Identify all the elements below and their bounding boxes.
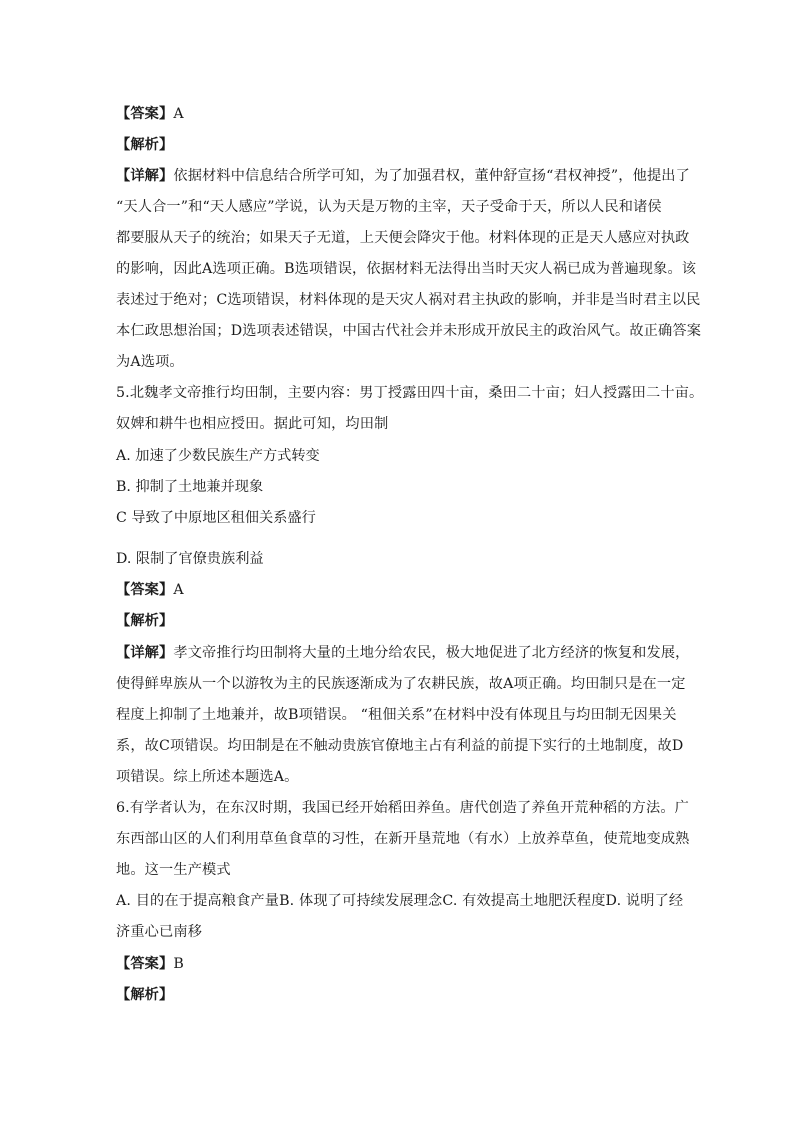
q5-detail-line-4: 项错误。综上所述本题选A。 [116,769,299,785]
q4-detail-line-2: 都要服从天子的统治；如果天子无道，上天便会降灾于他。材料体现的正是天人感应对执政 [116,230,690,246]
q5-analysis-tag: 【解析】 [116,613,174,629]
q4-answer-tag: 【答案】 [116,106,174,122]
q6-analysis-line [116,985,173,1005]
q5-option-c: C 导致了中原地区租佃关系盛行 [116,510,316,526]
q5-stem-line-1: 奴婢和耕牛也相应授田。据此可知，均田制 [116,416,389,432]
q6-stem-line-1: 东西部山区的人们利用草鱼食草的习性，在新开垦荒地（有水）上放养草鱼，使荒地变成熟 [116,831,690,847]
q4-detail-text-0: 依据材料中信息结合所学可知，为了加强君权，董仲舒宣扬“君权神授”，他提出了 [173,168,690,184]
q6-stem-line-2: 地。这一生产模式 [116,862,231,878]
q5-analysis-line [116,611,173,631]
q5-detail-line-3: 系，故C项错误。均田制是在不触动贵族官僚地主占有利益的前提下实行的土地制度，故D [116,738,684,754]
q4-detail-line-1: “天人合一”和“天人感应”学说，认为天是万物的主宰，天子受命于天，所以人民和诸侯 [116,199,662,215]
q6-analysis-tag: 【解析】 [116,987,174,1003]
q5-answer-line [116,580,184,600]
q4-detail-tag: 【详解】 [116,168,174,184]
q5-detail-tag: 【详解】 [116,645,174,661]
q4-detail-line-3: 的影响，因此A选项正确。B选项错误，依据材料无法得出当时天灾人祸已成为普遍现象。该 [116,261,697,277]
q6-options-line-1: 济重心已南移 [116,924,203,940]
q6-answer-line [116,954,184,974]
q5-detail-line-2: 程度上抑制了土地兼并，故B项错误。 “租佃关系”在材料中没有体现且与均田制无因果关 [116,707,677,723]
q5-option-b: B. 抑制了土地兼并现象 [116,479,264,495]
q6-answer-value: B [173,956,184,972]
q5-detail-text-0: 孝文帝推行均田制将大量的土地分给农民，极大地促进了北方经济的恢复和发展， [173,645,690,661]
q5-answer-value: A [173,582,184,598]
q4-detail-line-6: 为A选项。 [116,354,184,370]
q4-analysis-tag: 【解析】 [116,137,174,153]
q4-analysis-line [116,135,173,155]
q5-detail-line-1: 使得鲜卑族从一个以游牧为主的民族逐渐成为了农耕民族，故A项正确。均田制只是在一定 [116,676,686,692]
q6-stem-line-0: 6.有学者认为，在东汉时期，我国已经开始稻田养鱼。唐代创造了养鱼开荒种稻的方法。广 [116,800,690,816]
q4-answer-line [116,104,184,124]
q4-detail-line-4: 表述过于绝对；C选项错误，材料体现的是天灾人祸对君主执政的影响，并非是当时君主以民 [116,292,701,308]
q4-detail-line-5: 本仁政思想治国；D选项表述错误，中国古代社会并未形成开放民主的政治风气。故正确答案 [116,323,702,339]
q5-answer-tag: 【答案】 [116,582,174,598]
q4-detail-line-0 [116,166,690,186]
q6-options-line-0: A. 目的在于提高粮食产量B. 体现了可持续发展理念C. 有效提高土地肥沃程度D. 说明了经 [116,893,684,909]
q4-answer-value: A [173,106,184,122]
q5-option-a: A. 加速了少数民族生产方式转变 [116,448,320,464]
q5-option-d: D. 限制了官僚贵族利益 [116,551,264,567]
q5-stem-line-0: 5.北魏孝文帝推行均田制，主要内容：男丁授露田四十亩，桑田二十亩；妇人授露田二十亩。 [116,385,704,401]
q6-answer-tag: 【答案】 [116,956,174,972]
q5-detail-line-0 [116,643,690,663]
